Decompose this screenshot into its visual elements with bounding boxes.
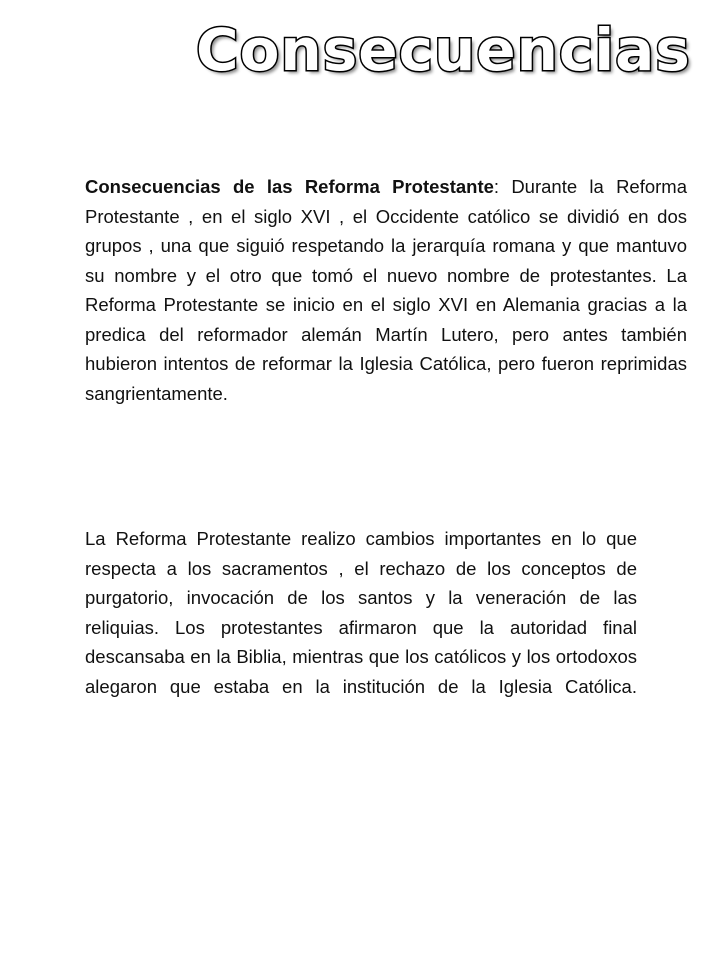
page-title: Consecuencias bbox=[196, 16, 691, 84]
paragraph-changes: La Reforma Protestante realizo cambios importantes en lo que respecta a los sacramentos , el rechazo de los conceptos de purgatorio, invocación de los santos y la veneración de las reliquias. Los protestantes afirmaron que la autoridad final descansaba en la Biblia, mientras que los católicos y los ortodoxos alegaron que estaba en la institución de la Iglesia Católica. bbox=[85, 528, 637, 697]
paragraph-lead: Consecuencias de las Reforma Protestante bbox=[85, 176, 494, 197]
paragraph-consequences bbox=[85, 172, 687, 408]
paragraph-body: : Durante la Reforma Protestante , en el siglo XVI , el Occidente católico se dividió en dos grupos , una que siguió respetando la jerarquía romana y que mantuvo su nombre y el otro que tomó el nuevo nombre de protestantes. La Reforma Protestante se inicio en el siglo XVI en Alemania gracias a la predica del reformador alemán Martín Lutero, pero antes también hubieron intentos de reformar la Iglesia Católica, pero fueron reprimidas sangrientamente. bbox=[85, 176, 688, 404]
